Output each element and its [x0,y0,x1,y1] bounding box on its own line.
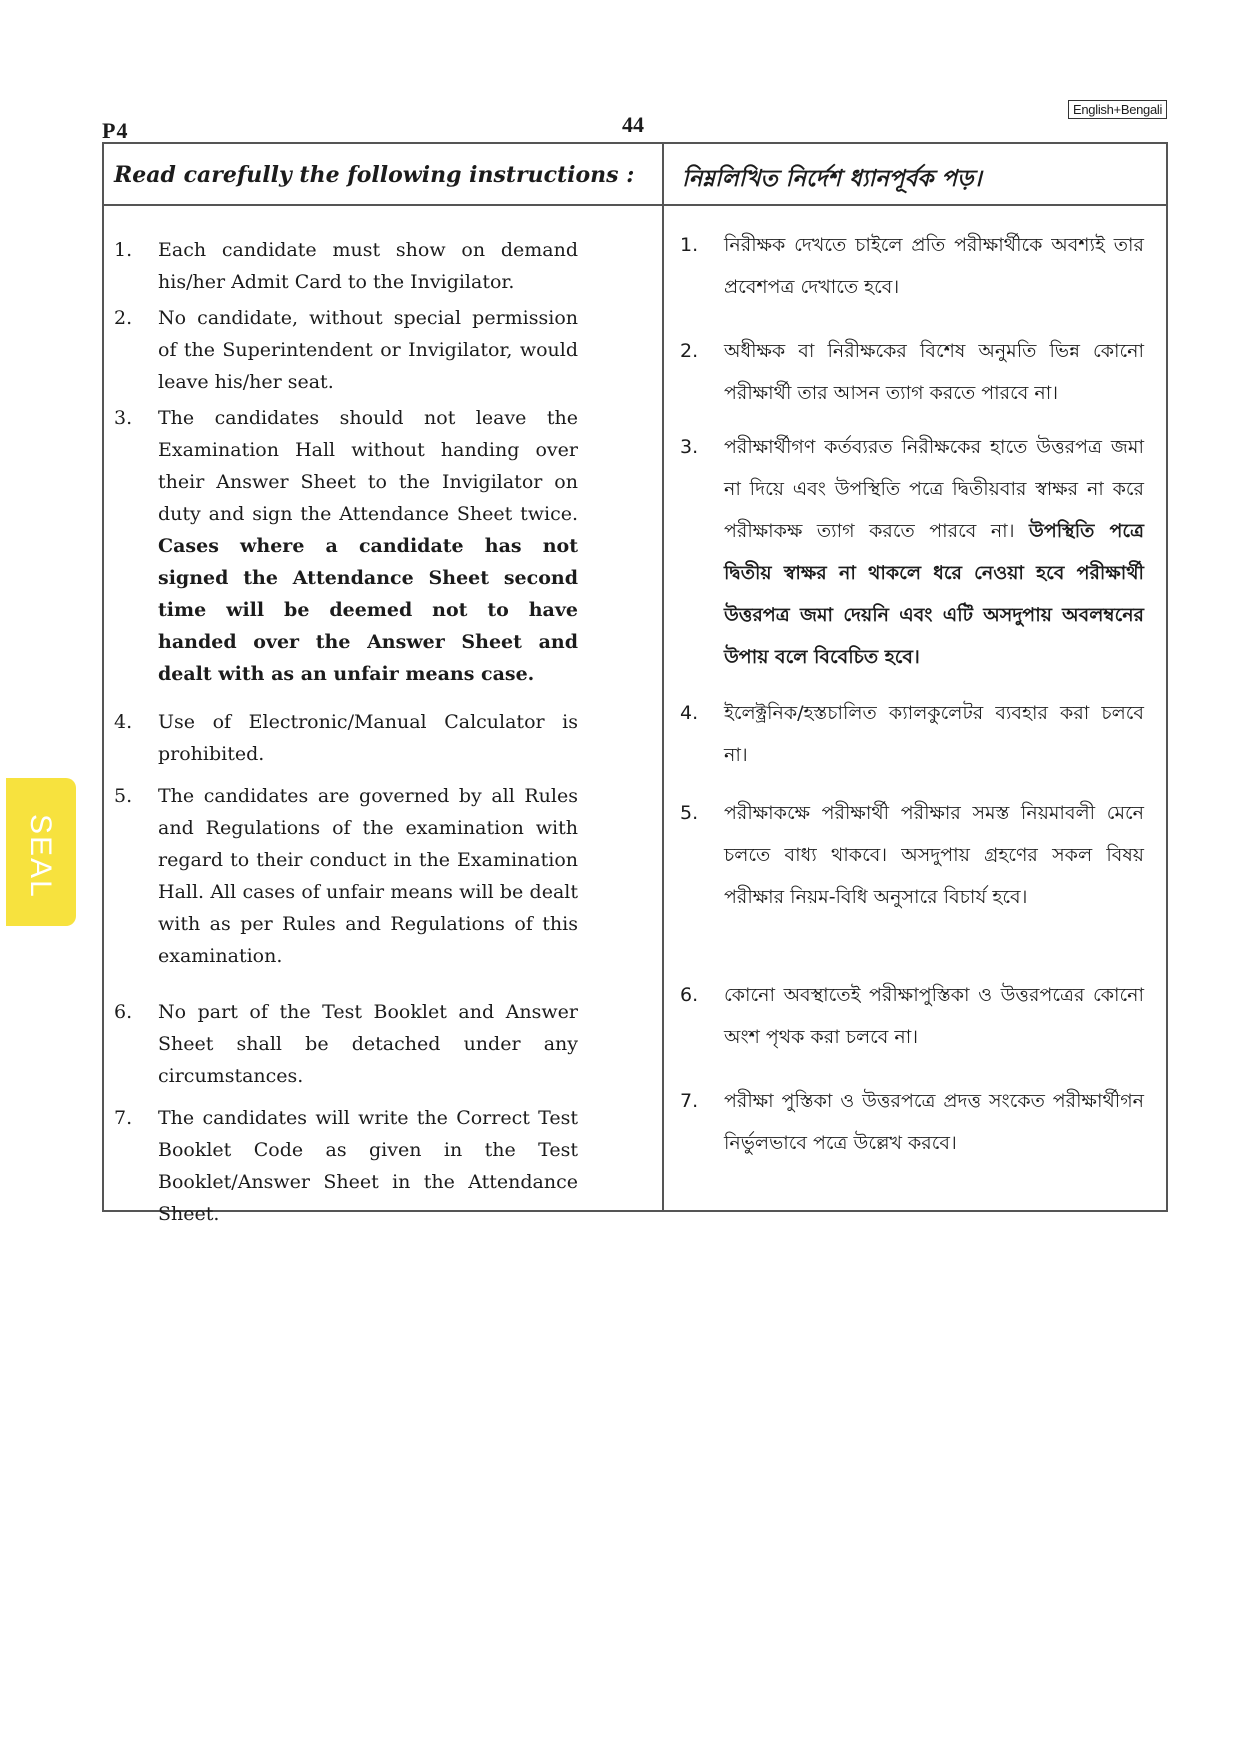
bengali-heading: নিম্নলিখিত নির্দেশ ধ্যানপূর্বক পড়। [682,166,982,192]
item-number: 1. [680,234,699,256]
seal-label: SEAL [24,814,57,899]
bengali-item-2 [680,330,1150,414]
item-number: 6. [114,1001,133,1023]
item-emphasis-text: উপস্থিতি পত্রে দ্বিতীয় স্বাক্ষর না থাকলে ধরে নেওয়া হবে পরীক্ষার্থী উত্তরপত্র জমা দেয়নি এবং এটি অসদুপায় অবলম্বনের উপায় বলে বিবেচিত হবে। [724,520,1144,668]
english-item-3 [114,402,584,685]
bengali-item-4 [680,692,1150,776]
paper-code: P4 [102,118,129,143]
bengali-item-5 [680,792,1150,918]
item-text: The candidates will write the Correct Test Booklet Code as given in the Test Booklet/Answer Sheet in the Attendance Sheet. [158,1107,578,1225]
item-number: 4. [114,711,133,733]
item-number: 2. [114,307,133,329]
item-number: 5. [680,802,699,824]
item-number: 3. [114,407,133,429]
item-text: কোনো অবস্থাতেই পরীক্ষাপুস্তিকা ও উত্তরপত্রের কোনো অংশ পৃথক করা চলবে না। [724,984,1144,1048]
column-divider [662,144,664,1210]
english-item-6 [114,996,584,1092]
item-number: 7. [114,1107,133,1129]
item-number: 7. [680,1090,699,1112]
item-emphasis-text: Cases where a candidate has not signed the Attendance Sheet second time will be deemed not to have handed over the Answer Sheet and dealt with as an unfair means case. [158,535,578,685]
bengali-item-3 [680,426,1150,678]
header-divider [104,204,1166,206]
item-text: পরীক্ষার্থীগণ কর্তব্যরত নিরীক্ষকের হাতে উত্তরপত্র জমা না দিয়ে এবং উপস্থিতি পত্রে দ্বিতীয়বার স্বাক্ষর না করে পরীক্ষাকক্ষ ত্যাগ করতে পারবে না। [724,436,1144,542]
item-number: 4. [680,702,699,724]
english-item-4 [114,706,584,770]
item-text: ইলেক্ট্রনিক/হস্তচালিত ক্যালকুলেটর ব্যবহার করা চলবে না। [724,702,1144,766]
item-number: 3. [680,436,699,458]
item-text: Each candidate must show on demand his/her Admit Card to the Invigilator. [158,239,578,293]
english-heading: Read carefully the following instructions : [114,162,635,188]
english-item-7 [114,1102,584,1225]
english-item-1 [114,234,584,298]
item-text: Use of Electronic/Manual Calculator is prohibited. [158,711,578,765]
item-text: অধীক্ষক বা নিরীক্ষকের বিশেষ অনুমতি ভিন্ন কোনো পরীক্ষার্থী তার আসন ত্যাগ করতে পারবে না। [724,340,1144,404]
bengali-item-6 [680,974,1150,1058]
item-text: পরীক্ষা পুস্তিকা ও উত্তরপত্রে প্রদত্ত সংকেত পরীক্ষার্থীগন নির্ভুলভাবে পত্রে উল্লেখ করবে। [724,1090,1144,1154]
instructions-table [102,142,1168,1225]
english-item-2 [114,302,584,398]
item-text: The candidates should not leave the Examination Hall without handing over their Answer Sheet to the Invigilator on duty and sign the Attendance Sheet twice. [158,407,578,525]
bengali-item-7 [680,1080,1150,1164]
item-text: পরীক্ষাকক্ষে পরীক্ষার্থী পরীক্ষার সমস্ত নিয়মাবলী মেনে চলতে বাধ্য থাকবে। অসদুপায় গ্রহণের সকল বিষয় পরীক্ষার নিয়ম-বিধি অনুসারে বিচার্য হবে। [724,802,1144,908]
item-number: 1. [114,239,133,261]
language-badge: English+Bengali [1068,100,1167,119]
item-number: 5. [114,785,133,807]
item-text: No candidate, without special permission of the Superintendent or Invigilator, would leave his/her seat. [158,307,578,393]
page-number: 44 [622,112,644,137]
item-text: The candidates are governed by all Rules and Regulations of the examination with regard to their conduct in the Examination Hall. All cases of unfair means will be dealt with as per Rules and Regulations of this examination. [158,785,578,967]
item-number: 6. [680,984,699,1006]
bengali-item-1 [680,224,1150,308]
item-text: নিরীক্ষক দেখতে চাইলে প্রতি পরীক্ষার্থীকে অবশ্যই তার প্রবেশপত্র দেখাতে হবে। [724,234,1144,298]
item-text: No part of the Test Booklet and Answer Sheet shall be detached under any circumstances. [158,1001,578,1087]
english-item-5 [114,780,584,972]
seal-tab [6,778,76,926]
item-number: 2. [680,340,699,362]
